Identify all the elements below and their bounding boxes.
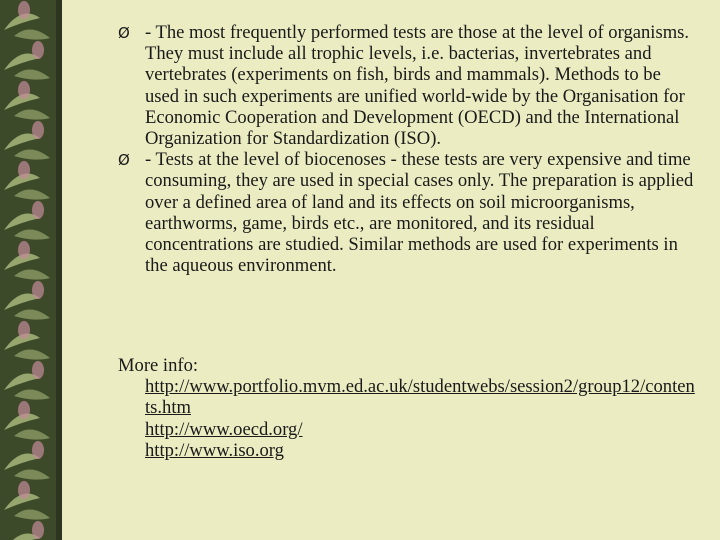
more-info-section — [118, 355, 698, 461]
bullet-item-biocenoses-tests — [118, 149, 698, 276]
bullet-item-organism-tests — [118, 22, 698, 149]
link-portfolio[interactable]: http://www.portfolio.mvm.ed.ac.uk/studentwebs/session2/group12/contents.htm — [145, 376, 695, 419]
more-info-label: More info: — [118, 355, 199, 376]
bullet-text: - Tests at the level of biocenoses - these tests are very expensive and time consuming, they are used in special cases only. The preparation is applied over a defined area of land and its effects on soil microorganisms, earthworms, game, birds etc., are monitored, and its residual concentrations are studied. Similar methods are used for experiments in the aqueous environment. — [145, 149, 694, 277]
arrow-bullet-icon: Ø — [118, 151, 130, 170]
link-oecd[interactable]: http://www.oecd.org/ — [145, 418, 303, 440]
link-iso[interactable]: http://www.iso.org — [145, 439, 284, 461]
floral-border-decoration — [0, 0, 62, 540]
bullet-list — [118, 22, 698, 276]
bullet-text: - The most frequently performed tests are those at the level of organisms. They must include all trophic levels, i.e. bacterias, invertebrates and vertebrates (experiments on fish, birds and mammals). Methods to be used in such experiments are unified world-wide by the Organisation for Economic Cooperation and Development (OECD) and the International Organization for Standardization (ISO). — [145, 22, 690, 150]
arrow-bullet-icon: Ø — [118, 24, 130, 42]
link-list — [118, 376, 698, 461]
